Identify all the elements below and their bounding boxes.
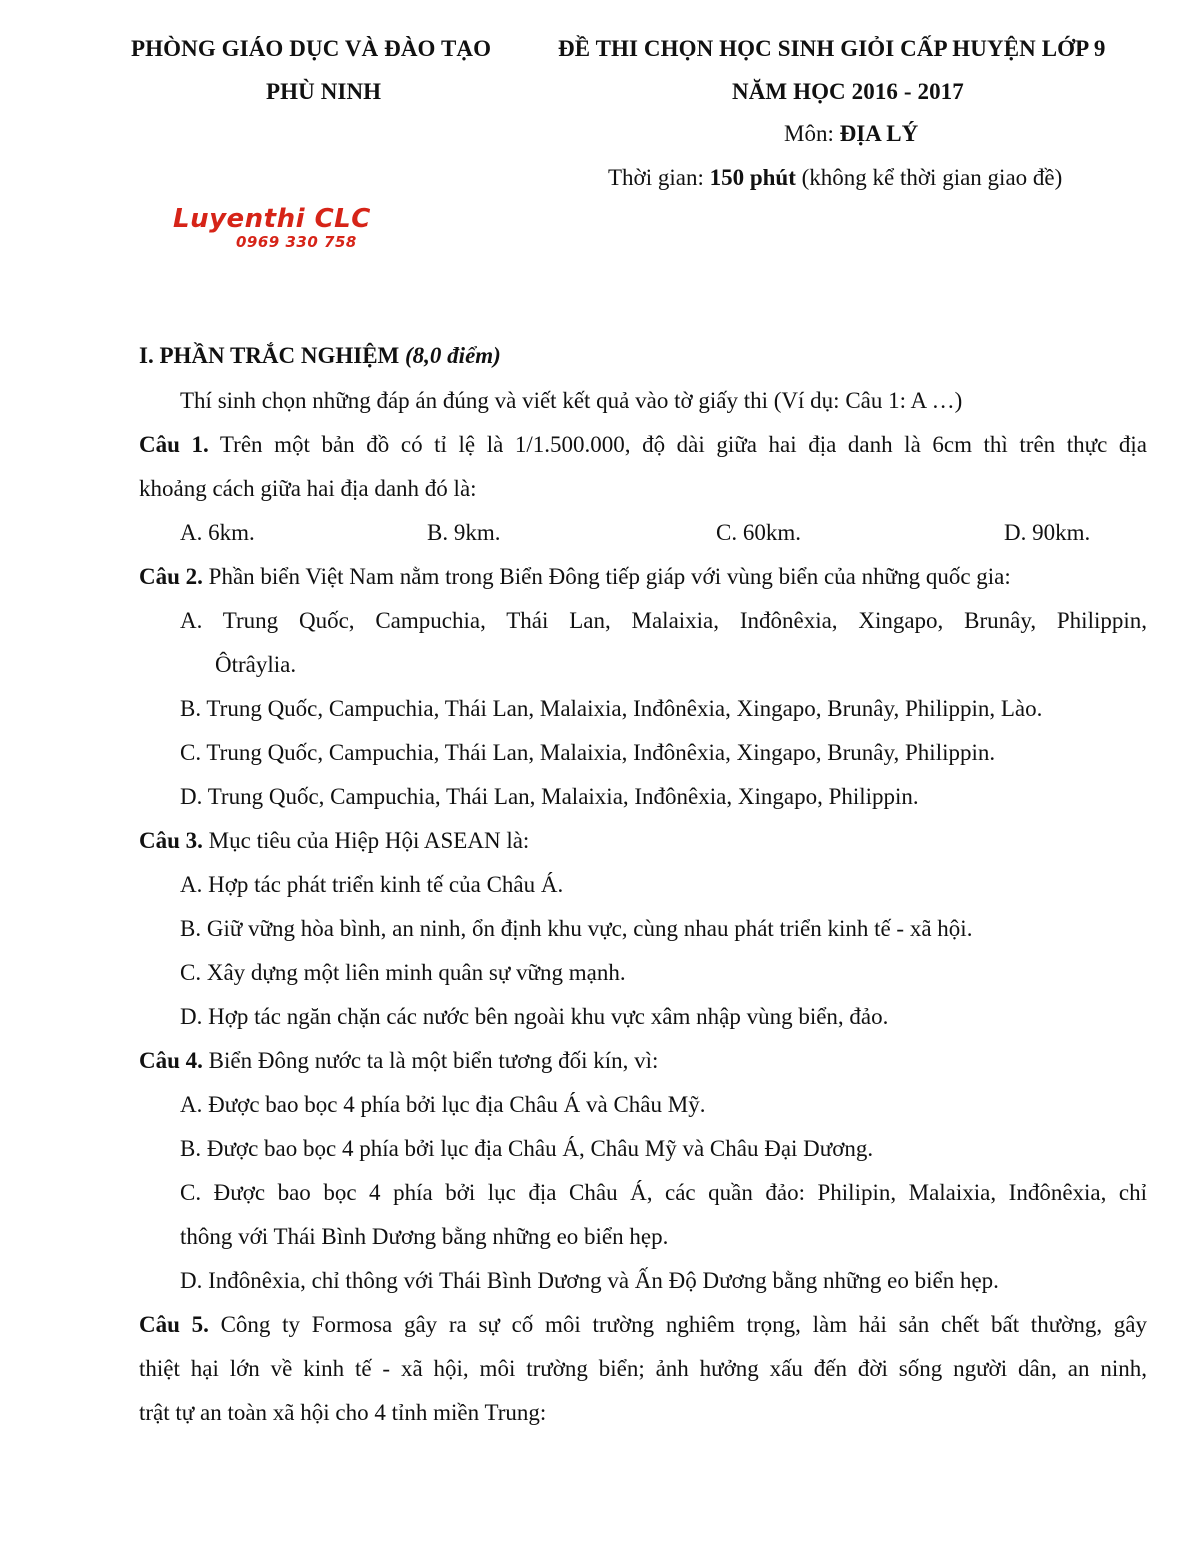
- time-line: [608, 156, 1062, 200]
- question-1: [139, 423, 1147, 467]
- school-year: NĂM HỌC 2016 - 2017: [732, 79, 964, 104]
- option-a: A. 6km.: [180, 520, 255, 545]
- option-a-line-2: Ôtrâylia.: [215, 652, 297, 677]
- section-title: [139, 334, 1147, 378]
- option-c: C. Trung Quốc, Campuchia, Thái Lan, Malaixia, Inđônêxia, Xingapo, Brunây, Philippin.: [180, 740, 996, 765]
- time-value: 150 phút: [709, 165, 796, 190]
- option-d: D. Hợp tác ngăn chặn các nước bên ngoài khu vực xâm nhập vùng biển, đảo.: [180, 1004, 889, 1029]
- time-note: (không kể thời gian giao đề): [795, 165, 1063, 190]
- option-d: D. Trung Quốc, Campuchia, Thái Lan, Malaixia, Inđônêxia, Xingapo, Philippin.: [180, 784, 919, 809]
- option-b: B. Giữ vững hòa bình, an ninh, ổn định khu vực, cùng nhau phát triển kinh tế - xã hội.: [180, 916, 973, 941]
- question-5: [139, 1303, 1147, 1347]
- option-d: D. 90km.: [1004, 520, 1091, 545]
- option-a: A. Trung Quốc, Campuchia, Thái Lan, Malaixia, Inđônêxia, Xingapo, Brunây, Philippin,: [180, 608, 1147, 633]
- watermark-logo: Luyenthi CLC: [173, 204, 371, 234]
- question-label: Câu 5.: [139, 1312, 209, 1337]
- subject-value: ĐỊA LÝ: [839, 121, 919, 146]
- department-name: PHÒNG GIÁO DỤC VÀ ĐÀO TẠO: [131, 36, 492, 61]
- exam-title: ĐỀ THI CHỌN HỌC SINH GIỎI CẤP HUYỆN LỚP 9: [558, 36, 1106, 61]
- option-c-line-2: thông với Thái Bình Dương bằng những eo biển hẹp.: [180, 1224, 669, 1249]
- section-title-text: I. PHẦN TRẮC NGHIỆM: [139, 343, 406, 368]
- subject-label: Môn:: [784, 121, 840, 146]
- question-text: Mục tiêu của Hiệp Hội ASEAN là:: [202, 828, 530, 853]
- option-a: A. Hợp tác phát triển kinh tế của Châu Á.: [180, 872, 564, 897]
- section-points: (8,0 điểm): [405, 343, 501, 368]
- watermark-phone: 0969 330 758: [236, 233, 357, 251]
- question-5-line-3: trật tự an toàn xã hội cho 4 tỉnh miền Trung:: [139, 1400, 547, 1425]
- question-text: Biển Đông nước ta là một biển tương đối kín, vì:: [202, 1048, 659, 1073]
- instruction-text: Thí sinh chọn những đáp án đúng và viết kết quả vào tờ giấy thi (Ví dụ: Câu 1: A …): [180, 388, 963, 413]
- option-b: B. Trung Quốc, Campuchia, Thái Lan, Malaixia, Inđônêxia, Xingapo, Brunây, Philippin, Lào.: [180, 696, 1043, 721]
- option-c: C. 60km.: [716, 520, 801, 545]
- question-2: [139, 555, 1147, 599]
- question-1-line-2: khoảng cách giữa hai địa danh đó là:: [139, 476, 477, 501]
- option-b: B. Được bao bọc 4 phía bởi lục địa Châu Á, Châu Mỹ và Châu Đại Dương.: [180, 1136, 874, 1161]
- question-label: Câu 4.: [139, 1048, 203, 1073]
- time-label: Thời gian:: [608, 165, 710, 190]
- subject-line: [784, 112, 918, 156]
- question-label: Câu 3.: [139, 828, 203, 853]
- option-d: D. Inđônêxia, chỉ thông với Thái Bình Dương và Ấn Độ Dương bằng những eo biển hẹp.: [180, 1268, 999, 1293]
- question-text: Phần biển Việt Nam nằm trong Biển Đông tiếp giáp với vùng biển của những quốc gia:: [202, 564, 1011, 589]
- question-5-line-2: thiệt hại lớn về kinh tế - xã hội, môi trường biển; ảnh hưởng xấu đến đời sống người dân, an ninh,: [139, 1356, 1147, 1381]
- option-c: C. Được bao bọc 4 phía bởi lục địa Châu Á, các quần đảo: Philipin, Malaixia, Inđônêxia, chỉ: [180, 1180, 1147, 1205]
- district-name: PHÙ NINH: [266, 79, 382, 104]
- question-3: [139, 819, 1147, 863]
- question-4: [139, 1039, 1147, 1083]
- option-a: A. Được bao bọc 4 phía bởi lục địa Châu Á và Châu Mỹ.: [180, 1092, 706, 1117]
- question-label: Câu 2.: [139, 564, 203, 589]
- option-b: B. 9km.: [427, 520, 501, 545]
- question-text: Trên một bản đồ có tỉ lệ là 1/1.500.000, độ dài giữa hai địa danh là 6cm thì trên thực địa: [208, 432, 1147, 457]
- option-c: C. Xây dựng một liên minh quân sự vững mạnh.: [180, 960, 626, 985]
- question-label: Câu 1.: [139, 432, 209, 457]
- question-text: Công ty Formosa gây ra sự cố môi trường nghiêm trọng, làm hải sản chết bất thường, gây: [208, 1312, 1148, 1337]
